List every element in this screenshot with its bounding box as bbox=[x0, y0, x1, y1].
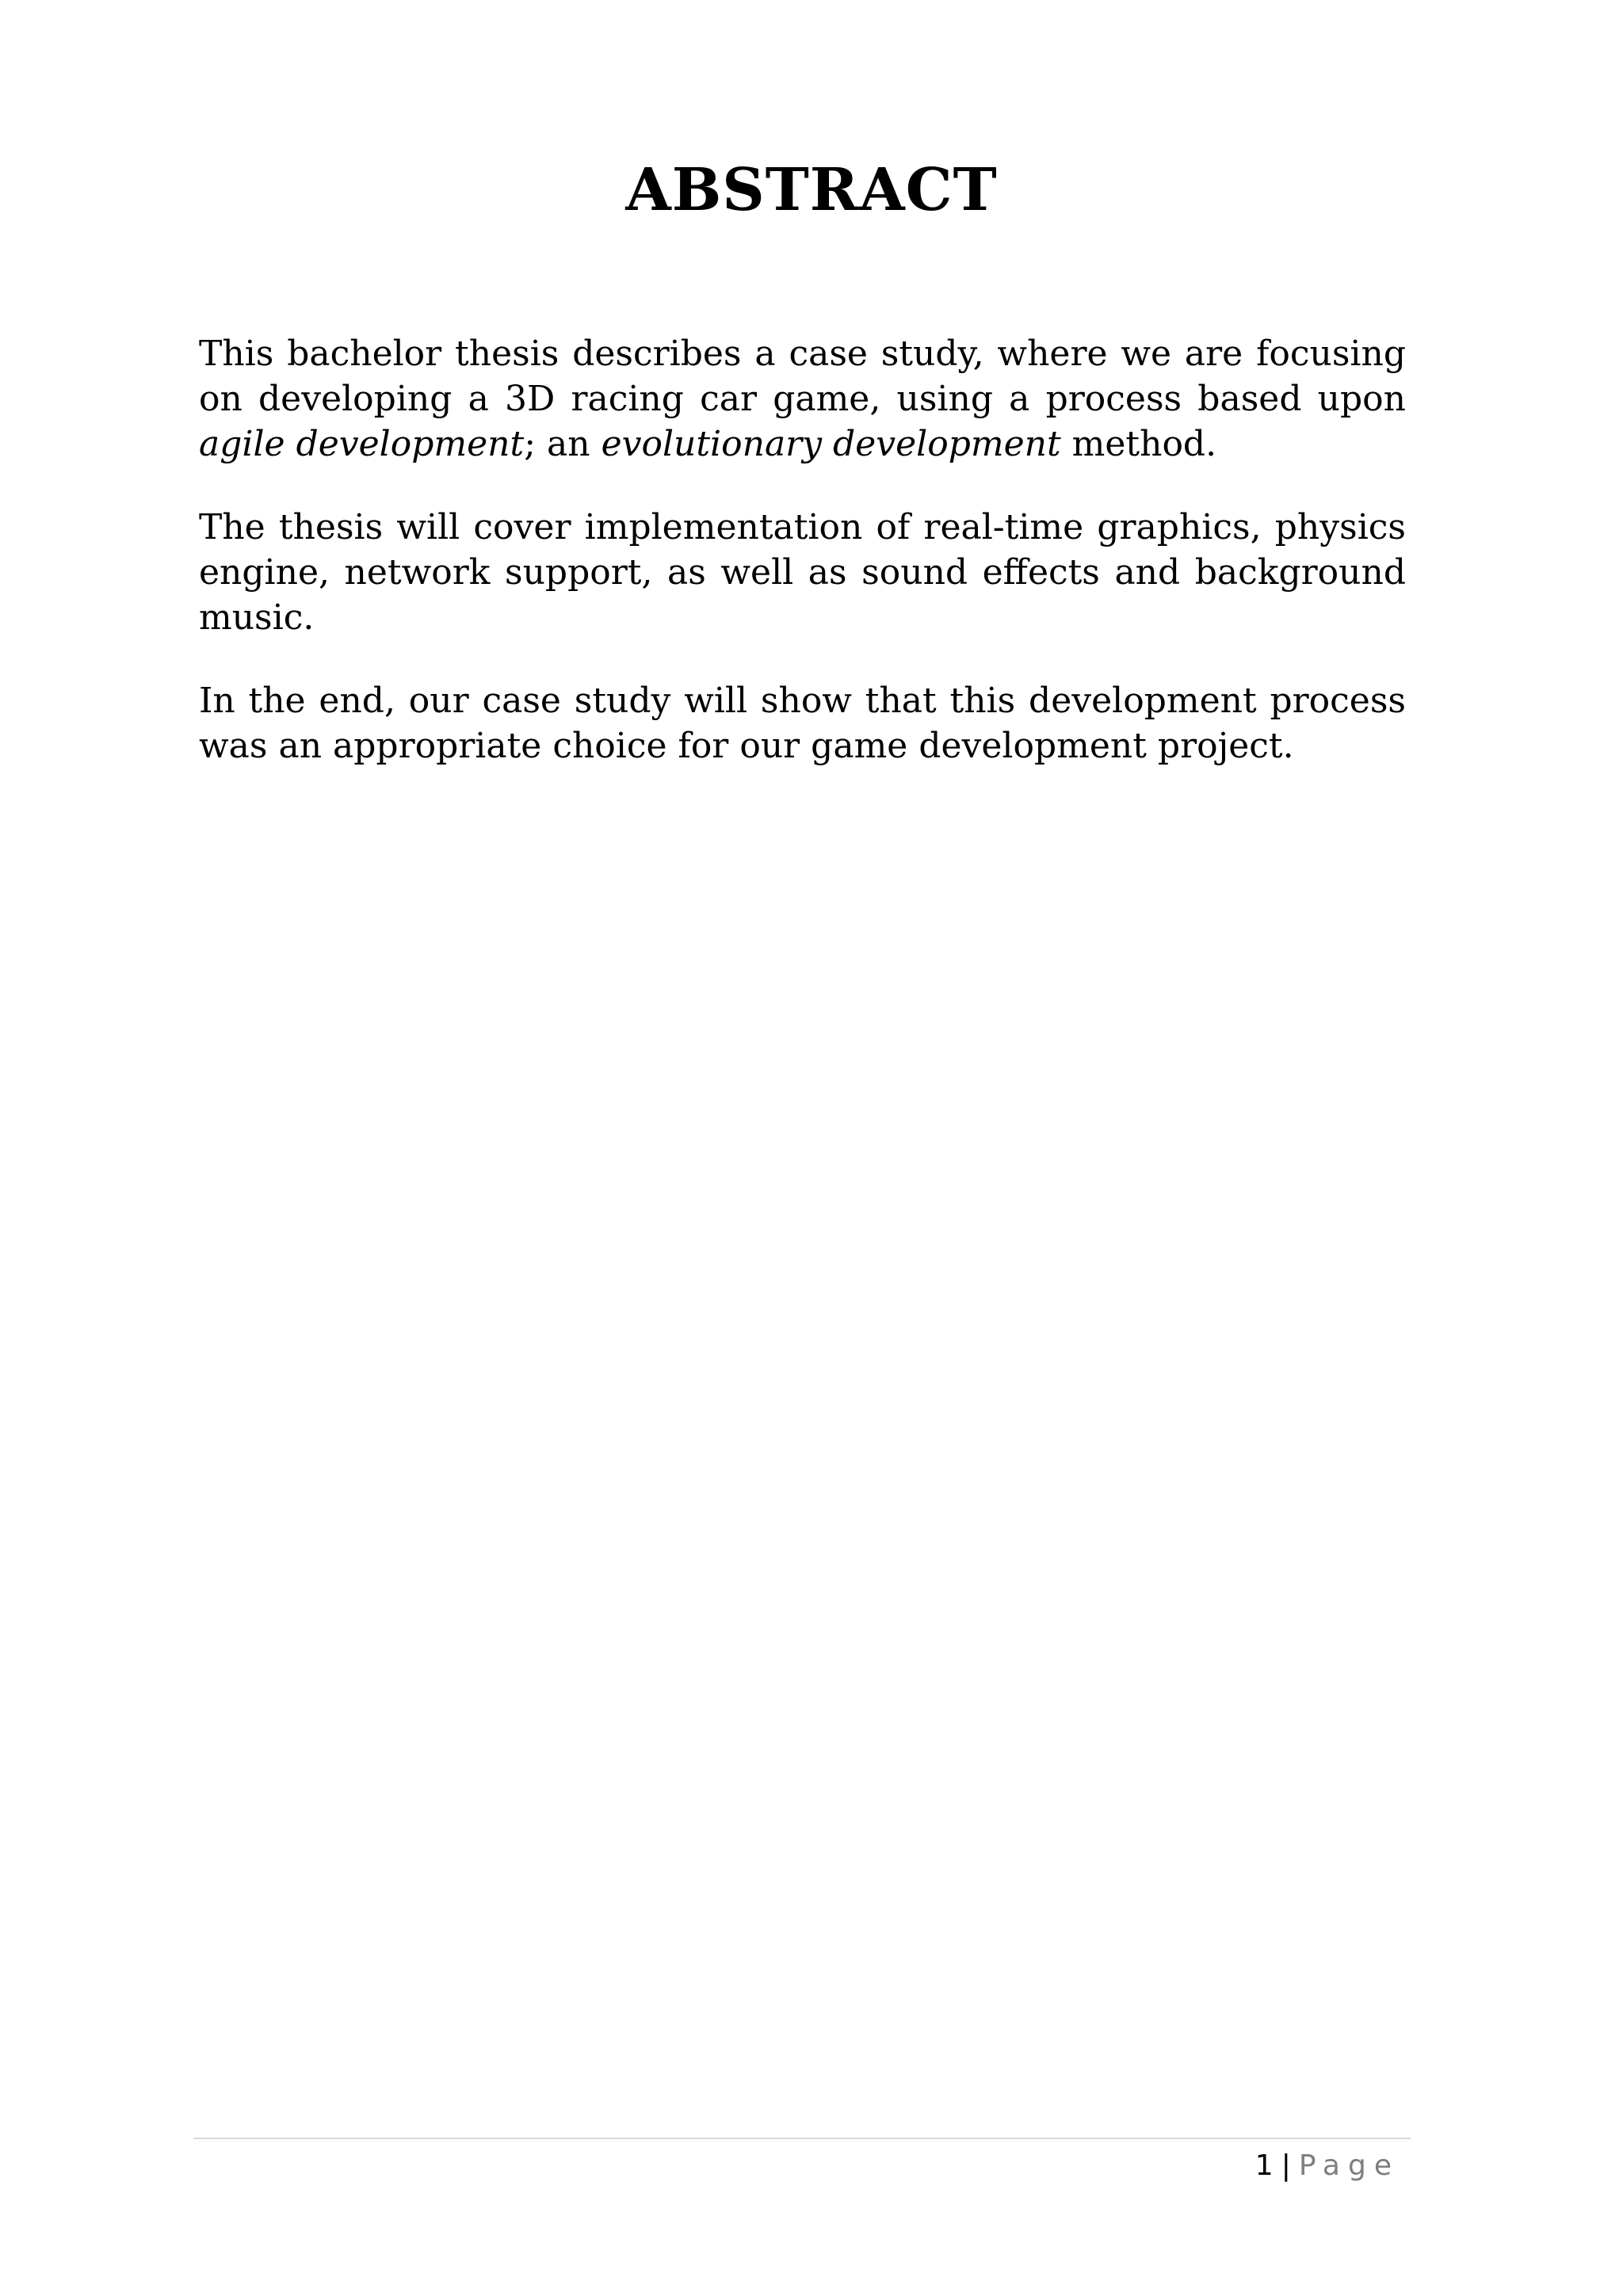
page-number: 1 bbox=[1254, 2149, 1274, 2182]
italic-run: agile development bbox=[199, 424, 525, 464]
text-run: This bachelor thesis describes a case study, where we are focusing on developing a 3D racing car game, using a process based upon bbox=[199, 334, 1406, 419]
abstract-paragraph-3 bbox=[199, 678, 1406, 769]
page-title: ABSTRACT bbox=[625, 156, 998, 224]
footer-divider bbox=[193, 2138, 1411, 2139]
italic-run: evolutionary development bbox=[601, 424, 1061, 464]
abstract-paragraph-1 bbox=[199, 331, 1406, 467]
text-run: ; an bbox=[524, 424, 601, 464]
abstract-paragraph-2 bbox=[199, 505, 1406, 640]
text-run: In the end, our case study will show that this development process was an appropriate choice for our game development project. bbox=[199, 681, 1406, 766]
text-run: method. bbox=[1060, 424, 1217, 464]
page-label: Page bbox=[1298, 2149, 1400, 2182]
footer-separator: | bbox=[1281, 2149, 1291, 2182]
text-run: The thesis will cover implementation of real-time graphics, physics engine, network support, as well as sound effects and background music. bbox=[199, 507, 1406, 638]
page-footer bbox=[1255, 2147, 1400, 2185]
abstract-body bbox=[199, 331, 1406, 807]
